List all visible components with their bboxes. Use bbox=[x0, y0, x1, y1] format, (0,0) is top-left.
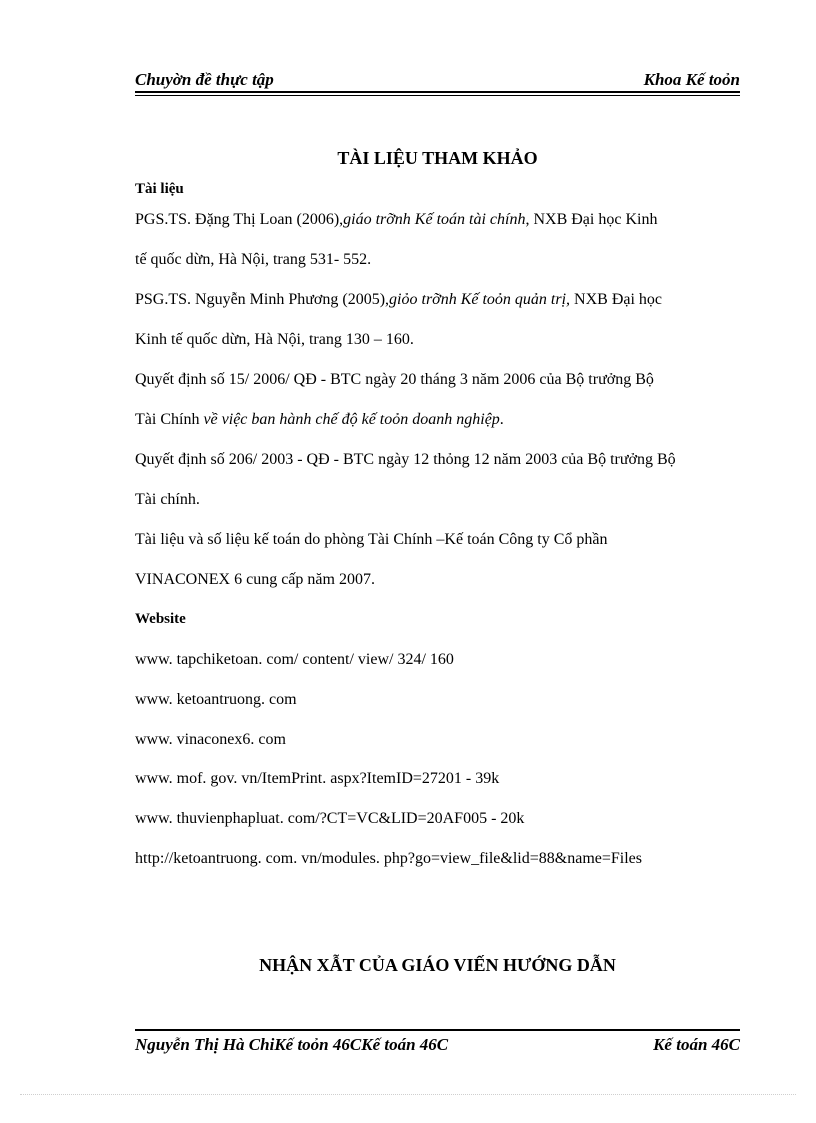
reference-5-line-1: Tài liệu và số liệu kế toán do phòng Tài Chính –Kế toán Công ty Cổ phần bbox=[135, 531, 608, 548]
footer-left-text: Nguyễn Thị Hà ChiKế toỏn 46CKế toán 46C bbox=[135, 1035, 449, 1054]
page-footer bbox=[135, 1035, 740, 1057]
reference-1-authors: PGS.TS. Đặng Thị Loan (2006), bbox=[135, 211, 344, 228]
reference-2-publisher: NXB Đại học bbox=[570, 291, 663, 308]
advisor-comments-title: NHẬN XẪT CỦA GIÁO VIẾN HƯỚNG DẪN bbox=[259, 955, 616, 975]
website-item: www. mof. gov. vn/ItemPrint. aspx?ItemID=27201 - 39k bbox=[135, 770, 500, 787]
website-item: www. thuvienphapluat. com/?CT=VC&LID=20AF005 - 20k bbox=[135, 810, 525, 827]
reference-2-line-2: Kinh tế quốc dừn, Hà Nội, trang 130 – 160. bbox=[135, 331, 414, 348]
documents-heading: Tài liệu bbox=[135, 181, 184, 197]
header-left-text: Chuyờn đề thực tập bbox=[135, 70, 274, 89]
footer-right-text: Kế toán 46C bbox=[653, 1035, 740, 1054]
reference-1-publisher: , NXB Đại học Kinh bbox=[525, 211, 658, 228]
website-item: www. vinaconex6. com bbox=[135, 731, 286, 748]
reference-4-line-1: Quyết định số 206/ 2003 - QĐ - BTC ngày 12 thỏng 12 năm 2003 của Bộ trưởng Bộ bbox=[135, 451, 676, 468]
reference-1-line-1 bbox=[135, 211, 745, 229]
references-title: TÀI LIỆU THAM KHẢO bbox=[337, 148, 538, 168]
reference-3-issuer: Tài Chính bbox=[135, 411, 204, 428]
reference-2-book-title: giỏo trỡnh Kế toỏn quản trị, bbox=[389, 291, 571, 308]
reference-3-line-2 bbox=[135, 411, 745, 429]
website-item: www. tapchiketoan. com/ content/ view/ 324/ 160 bbox=[135, 651, 454, 668]
reference-2-authors: PSG.TS. Nguyễn Minh Phương (2005), bbox=[135, 291, 390, 308]
page-edge-divider bbox=[20, 1094, 796, 1095]
header-rule bbox=[135, 91, 740, 96]
reference-3-subject: về việc ban hành chế độ kế toỏn doanh nghiệp bbox=[203, 411, 500, 428]
reference-3-period: . bbox=[499, 411, 504, 428]
reference-1-book-title: giáo trỡnh Kế toán tài chính bbox=[343, 211, 526, 228]
website-item: http://ketoantruong. com. vn/modules. php?go=view_file&lid=88&name=Files bbox=[135, 850, 642, 867]
reference-1-line-2: tế quốc dừn, Hà Nội, trang 531- 552. bbox=[135, 251, 372, 268]
websites-heading: Website bbox=[135, 611, 186, 627]
reference-2-line-1 bbox=[135, 291, 745, 309]
header-right-text: Khoa Kế toỏn bbox=[643, 70, 740, 89]
reference-5-line-2: VINACONEX 6 cung cấp năm 2007. bbox=[135, 571, 375, 588]
reference-4-line-2: Tài chính. bbox=[135, 491, 200, 508]
page-header bbox=[135, 70, 740, 92]
website-item: www. ketoantruong. com bbox=[135, 691, 297, 708]
reference-3-line-1: Quyết định số 15/ 2006/ QĐ - BTC ngày 20 tháng 3 năm 2006 của Bộ trưởng Bộ bbox=[135, 371, 654, 388]
footer-rule bbox=[135, 1029, 740, 1031]
